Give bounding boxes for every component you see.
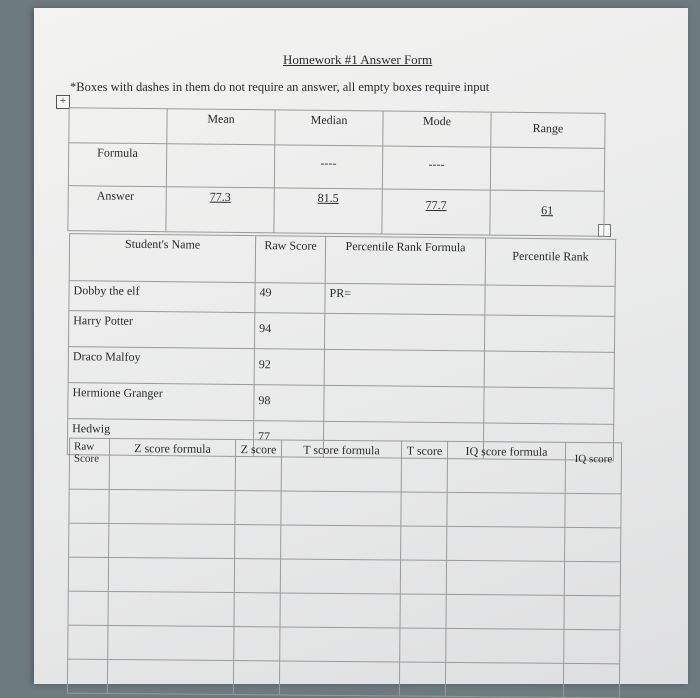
header-t-score: T score (401, 441, 447, 492)
header-student-name: Student's Name (69, 234, 255, 283)
t-formula-cell[interactable] (281, 525, 401, 560)
t-formula-cell[interactable] (280, 627, 400, 662)
t-score-cell[interactable] (400, 594, 446, 628)
table-row (68, 591, 620, 630)
z-score-cell[interactable] (234, 627, 280, 661)
table-move-handle-icon[interactable]: + (56, 95, 70, 109)
header-iq-score-formula: IQ score formula (447, 441, 565, 493)
raw-score-cell[interactable] (68, 557, 108, 591)
t-score-cell[interactable] (400, 628, 446, 662)
t-formula-cell[interactable] (281, 491, 401, 526)
mode-answer-cell[interactable]: 77.7 (382, 189, 490, 235)
header-range: Range (491, 112, 605, 148)
table-row (69, 438, 621, 494)
mode-formula-cell: ---- (382, 146, 490, 190)
t-score-cell[interactable] (401, 526, 447, 560)
iq-score-cell[interactable] (564, 595, 620, 629)
z-formula-cell[interactable] (107, 659, 233, 694)
iq-score-cell[interactable] (564, 629, 620, 663)
student-name: Hedwig (67, 419, 253, 457)
percentile-rank-cell[interactable] (484, 351, 614, 388)
table-row (68, 311, 614, 353)
raw-score-cell[interactable] (67, 659, 107, 693)
z-formula-cell[interactable] (108, 591, 234, 626)
percentile-rank-cell[interactable] (484, 315, 614, 352)
t-score-cell[interactable] (401, 492, 447, 526)
mean-answer-cell[interactable]: 77.3 (166, 187, 274, 233)
header-z-score-formula: Z score formula (109, 438, 235, 490)
z-score-cell[interactable] (235, 525, 281, 559)
raw-score: 94 (254, 313, 324, 350)
table-row (69, 108, 605, 149)
header-mode: Mode (383, 111, 491, 147)
iq-formula-cell[interactable] (446, 560, 564, 595)
iq-score-cell[interactable] (564, 561, 620, 595)
header-z-score: Z score (235, 440, 281, 491)
z-formula-cell[interactable] (108, 625, 234, 660)
header-percentile-rank: Percentile Rank (485, 238, 615, 286)
percentile-formula-cell[interactable] (324, 349, 484, 387)
iq-score-cell[interactable] (565, 493, 621, 527)
percentile-rank-cell[interactable] (484, 387, 614, 424)
z-score-cell[interactable] (234, 559, 280, 593)
raw-score: 92 (254, 349, 324, 386)
iq-formula-cell[interactable] (447, 492, 565, 527)
student-name: Hermione Granger (68, 383, 254, 421)
student-name: Draco Malfoy (68, 347, 254, 385)
percentile-rank-cell[interactable] (485, 285, 615, 316)
table-row (69, 489, 621, 528)
table-row (69, 234, 615, 287)
range-formula-cell[interactable] (490, 147, 604, 191)
table-row (69, 523, 621, 562)
header-iq-score: IQ score (565, 442, 621, 493)
student-name: Harry Potter (68, 311, 254, 349)
z-score-cell[interactable] (234, 593, 280, 627)
raw-score-cell[interactable] (69, 523, 109, 557)
t-score-cell[interactable] (399, 662, 445, 696)
z-score-cell[interactable] (235, 491, 281, 525)
percentile-formula-cell[interactable] (324, 385, 484, 423)
student-name: Dobby the elf (69, 281, 255, 313)
median-formula-cell: ---- (274, 145, 382, 189)
table-row (68, 347, 614, 389)
instructions-note: *Boxes with dashes in them do not require an answer, all empty boxes require input (70, 80, 490, 94)
form-title: Homework #1 Answer Form (283, 52, 433, 67)
median-answer-cell[interactable]: 81.5 (274, 188, 382, 234)
row-label-answer: Answer (68, 186, 166, 232)
header-raw-score: Raw Score (69, 438, 109, 489)
iq-score-cell[interactable] (565, 527, 621, 561)
header-mean: Mean (167, 109, 275, 145)
t-formula-cell[interactable] (279, 661, 399, 696)
mean-formula-cell[interactable] (166, 144, 274, 188)
iq-formula-cell[interactable] (446, 628, 564, 663)
iq-formula-cell[interactable] (446, 594, 564, 629)
header-median: Median (275, 110, 383, 146)
iq-formula-cell[interactable] (447, 526, 565, 561)
z-formula-cell[interactable] (109, 489, 235, 524)
empty-header-cell (69, 108, 167, 144)
header-t-score-formula: T score formula (281, 440, 401, 492)
table-row (68, 383, 614, 425)
raw-score-cell[interactable] (68, 625, 108, 659)
z-formula-cell[interactable] (109, 523, 235, 558)
percentile-formula-cell[interactable]: PR= (325, 283, 485, 315)
t-score-cell[interactable] (400, 560, 446, 594)
z-formula-cell[interactable] (108, 557, 234, 592)
iq-score-cell[interactable] (563, 663, 619, 697)
percentile-formula-cell[interactable] (324, 313, 484, 351)
standard-scores-table (67, 438, 622, 698)
table-row (67, 659, 619, 698)
raw-score-cell[interactable] (69, 489, 109, 523)
z-score-cell[interactable] (233, 661, 279, 695)
table-row (68, 625, 620, 664)
iq-formula-cell[interactable] (445, 662, 563, 697)
t-formula-cell[interactable] (280, 593, 400, 628)
table-row (68, 186, 604, 237)
header-percentile-rank-formula: Percentile Rank Formula (325, 236, 485, 285)
table-row (68, 557, 620, 596)
row-label-formula: Formula (68, 143, 166, 187)
range-answer-cell[interactable]: 61 (490, 190, 604, 236)
raw-score: 98 (254, 385, 324, 422)
raw-score-cell[interactable] (68, 591, 108, 625)
header-raw-score: Raw Score (255, 236, 325, 284)
percentile-rank-table (67, 233, 616, 461)
statistics-table (67, 107, 605, 237)
t-formula-cell[interactable] (280, 559, 400, 594)
raw-score: 77 (253, 421, 323, 458)
table-row (68, 143, 604, 192)
raw-score: 49 (255, 283, 325, 314)
